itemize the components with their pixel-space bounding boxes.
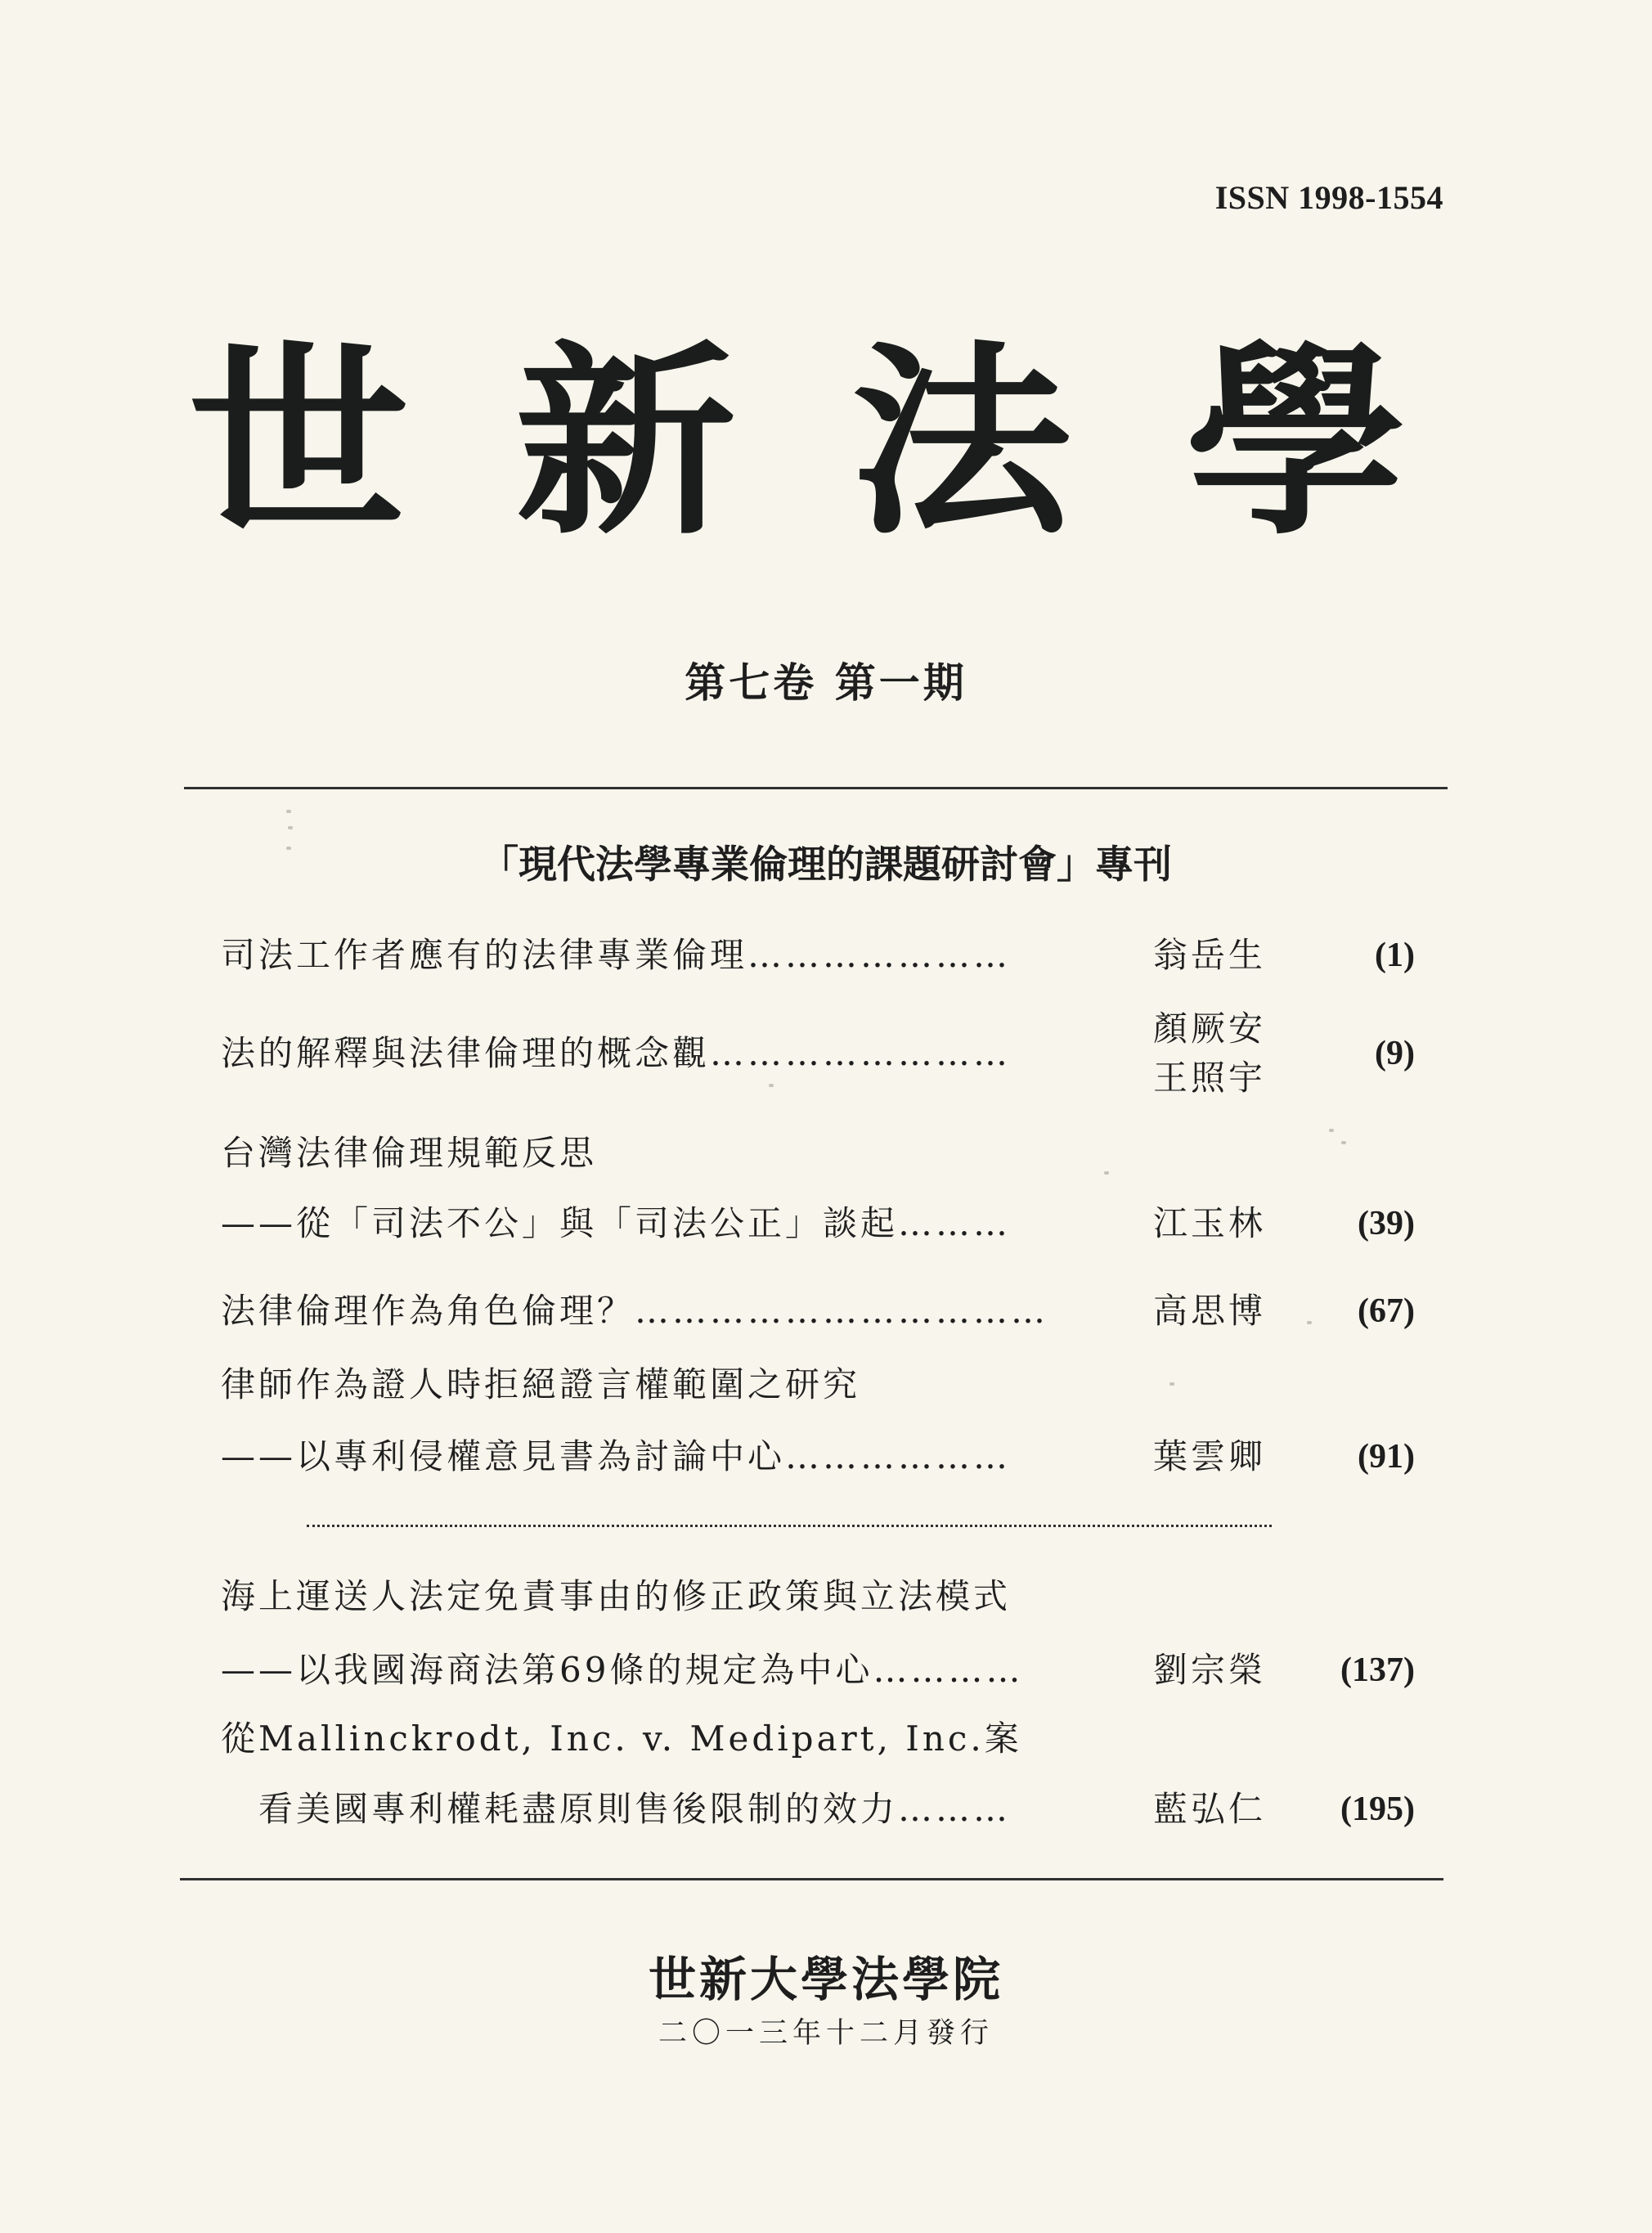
special-issue-title: 「現代法學專業倫理的課題研討會」專刊 [480, 842, 1172, 887]
toc-entry-author: 翁岳生 [1153, 935, 1267, 975]
dotted-divider [307, 1525, 1272, 1527]
toc-entry-author: 劉宗榮 [1153, 1650, 1267, 1690]
toc-entry-subtitle: ——從「司法不公」與「司法公正」談起……… [221, 1203, 1012, 1243]
journal-title [188, 303, 1472, 581]
toc-entry-title: 律師作為證人時拒絕證言權範圍之研究 [221, 1364, 861, 1404]
toc-entry-author: 江玉林 [1153, 1203, 1267, 1243]
toc-entry-author: 葉雲卿 [1153, 1436, 1267, 1476]
toc-entry-author: 高思博 [1153, 1291, 1267, 1331]
toc-entry-page: (67) [1358, 1292, 1415, 1330]
title-char-4: 學 [1186, 321, 1407, 562]
toc-entry-author: 顏厥安 [1153, 1009, 1267, 1049]
toc-entry-title: 法律倫理作為角色倫理？…………………………… [221, 1291, 1049, 1331]
toc-entry-subtitle: ——以專利侵權意見書為討論中心……………… [221, 1436, 1012, 1476]
toc-entry-title: 司法工作者應有的法律專業倫理………………… [221, 935, 1012, 975]
issn: ISSN 1998-1554 [1214, 179, 1443, 216]
publisher: 世新大學法學院 [648, 1952, 1003, 2007]
top-divider [184, 787, 1448, 789]
toc-entry-page: (137) [1340, 1651, 1415, 1689]
publication-date: 二〇一三年十二月發行 [658, 2017, 994, 2050]
bottom-divider [180, 1878, 1443, 1880]
toc-entry-subtitle: 看美國專利權耗盡原則售後限制的效力……… [221, 1789, 1012, 1829]
toc-entry-title: 法的解釋與法律倫理的概念觀…………………… [221, 1033, 1012, 1073]
title-char-1: 世 [188, 321, 409, 562]
toc-entry-author: 王照宇 [1153, 1058, 1267, 1098]
volume-issue: 第七卷 第一期 [685, 658, 967, 707]
toc-entry-title: 海上運送人法定免責事由的修正政策與立法模式 [221, 1576, 1012, 1616]
toc-entry-page: (195) [1340, 1790, 1415, 1828]
toc-entry-subtitle: ——以我國海商法第69條的規定為中心………… [221, 1650, 1024, 1690]
toc-entry-page: (9) [1375, 1035, 1415, 1072]
title-char-3: 法 [851, 321, 1071, 562]
toc-entry-page: (39) [1358, 1205, 1415, 1242]
toc-entry-page: (1) [1375, 937, 1415, 974]
title-char-2: 新 [515, 321, 736, 562]
toc-entry-title: 從Mallinckrodt, Inc. v. Medipart, Inc.案 [221, 1719, 1022, 1759]
toc-entry-page: (91) [1358, 1438, 1415, 1476]
toc-entry-title: 台灣法律倫理規範反思 [221, 1133, 598, 1173]
toc-entry-author: 藍弘仁 [1153, 1789, 1267, 1829]
